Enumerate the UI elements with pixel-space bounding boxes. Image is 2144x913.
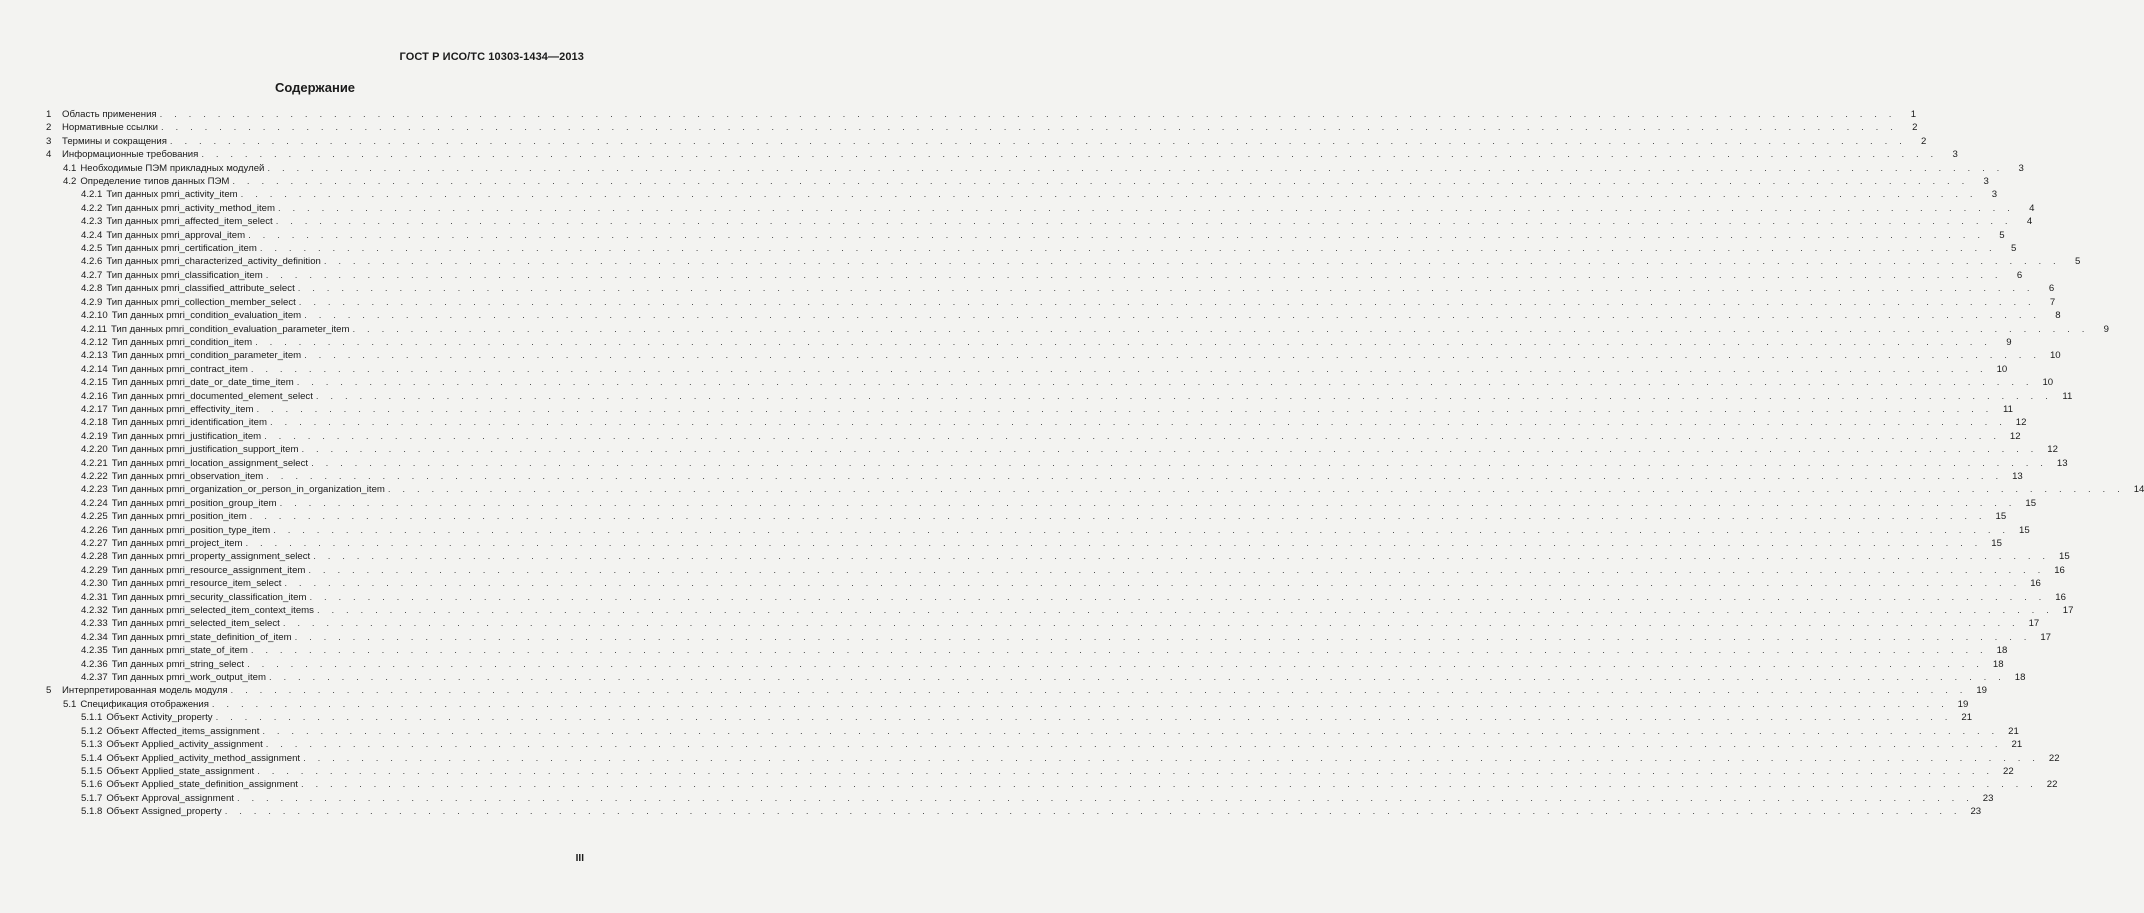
toc-entry-label: Тип данных pmri_security_classification_item	[111, 591, 307, 603]
toc-entry-page: 16	[2030, 578, 2041, 590]
toc-entry-number: 4.2.37	[81, 672, 108, 684]
dot-leader: . . . . . . . . . . . . . . . . . . . . . . . . . . . . . . . . . . . . . . . . . . . . . . . . . . . . . . . . . . . . . . . . . . . . . . . . . . . . . . . . . . . . . . . . . . . . . . . . . . . . . . . . . . . . . . . . . . . . . . . .	[301, 444, 2038, 456]
toc-entry-page: 11	[2002, 403, 2013, 415]
toc-entry-label: Необходимые ПЭМ прикладных модулей	[80, 162, 265, 174]
toc-entry-number: 4.2.19	[81, 430, 108, 442]
toc-entry-page: 23	[1982, 792, 1994, 804]
dot-leader: . . . . . . . . . . . . . . . . . . . . . . . . . . . . . . . . . . . . . . . . . . . . . . . . . . . . . . . . . . . . . . . . . . . . . . . . . . . . . . . . . . . . . . . . . . . . . . . . . . . . . . . . . . . . . . . . . . . . . . . .	[308, 564, 2045, 576]
toc-entry-number: 4.2.21	[81, 457, 108, 469]
toc-entry[interactable]	[46, 470, 2023, 483]
toc-entry-number: 4.2.16	[81, 390, 108, 402]
toc-entry-page: 18	[1996, 645, 2008, 657]
dot-leader: . . . . . . . . . . . . . . . . . . . . . . . . . . . . . . . . . . . . . . . . . . . . . . . . . . . . . . . . . . . . . . . . . . . . . . . . . . . . . . . . . . . . . . . . . . . . . . . . . . . . . . . . . . . . . . . . . . . . . . . .	[315, 390, 2053, 402]
toc-entry-number: 4.2.31	[81, 591, 108, 603]
toc-entry-label: Тип данных pmri_selected_item_context_items	[111, 605, 314, 617]
toc-entry-label: Тип данных pmri_documented_element_select	[111, 390, 313, 402]
dot-leader: . . . . . . . . . . . . . . . . . . . . . . . . . . . . . . . . . . . . . . . . . . . . . . . . . . . . . . . . . . . . . . . . . . . . . . . . . . . . . . . . . . . . . . . . . . . . . . . . . . . . . . . . . . . . . . . . . . . . . . . .	[387, 484, 2125, 496]
toc-entry-label: Тип данных pmri_selected_item_select	[111, 618, 280, 630]
toc-entry-number: 4.2.36	[81, 658, 108, 670]
toc-entry-number: 4.2.7	[81, 269, 103, 281]
dot-leader: . . . . . . . . . . . . . . . . . . . . . . . . . . . . . . . . . . . . . . . . . . . . . . . . . . . . . . . . . . . . . . . . . . . . . . . . . . . . . . . . . . . . . . . . . . . . . . . . . . . . . . . . . . . . . . . . . . . . . . . .	[316, 605, 2054, 617]
toc-entry-label: Тип данных pmri_effectivity_item	[111, 403, 254, 415]
toc-entry-number: 4.2.25	[81, 511, 108, 523]
toc-entry-page: 15	[2059, 551, 2070, 563]
toc-entry[interactable]	[46, 524, 2030, 537]
toc-entry-number: 4.2.26	[81, 524, 108, 536]
toc-entry-label: Тип данных pmri_state_of_item	[111, 645, 248, 657]
toc-entry-number: 4.2.23	[81, 484, 108, 496]
toc-entry-number: 5.1.2	[81, 725, 103, 737]
toc-entry-label: Тип данных pmri_condition_evaluation_item	[111, 310, 302, 322]
toc-entry-page: 10	[2049, 350, 2061, 362]
toc-entry-label: Тип данных pmri_certification_item	[106, 243, 257, 255]
toc-entry-label: Определение типов данных ПЭМ	[80, 176, 230, 188]
toc-entry[interactable]	[46, 778, 2058, 791]
toc-entry[interactable]	[46, 577, 2041, 590]
toc-entry[interactable]	[46, 537, 2002, 550]
dot-leader: . . . . . . . . . . . . . . . . . . . . . . . . . . . . . . . . . . . . . . . . . . . . . . . . . . . . . . . . . . . . . . . . . . . . . . . . . . . . . . . . . . . . . . . . . . . . . . . . . . . . . . . . . . . . . . . . . . . . . . . .	[352, 323, 2089, 335]
toc-entry-page: 21	[2008, 725, 2019, 737]
toc-entry-page: 9	[2006, 336, 2012, 348]
toc-entry[interactable]	[46, 121, 1918, 134]
toc-entry-number: 4.2	[63, 176, 77, 188]
toc-entry-page: 21	[2011, 739, 2023, 751]
toc-entry-label: Тип данных pmri_condition_item	[111, 336, 253, 348]
dot-leader: . . . . . . . . . . . . . . . . . . . . . . . . . . . . . . . . . . . . . . . . . . . . . . . . . . . . . . . . . . . . . . . . . . . . . . . . . . . . . . . . . . . . . . . . . . . . . . . . . . . . . . . . . . . . . . . . . . . . . . . .	[311, 457, 2048, 469]
toc-entry-number: 4.2.35	[81, 645, 108, 657]
dot-leader: . . . . . . . . . . . . . . . . . . . . . . . . . . . . . . . . . . . . . . . . . . . . . . . . . . . . . . . . . . . . . . . . . . . . . . . . . . . . . . . . . . . . . . . . . . . . . . . . . . . . . . . . . . . . . . . . . . . . . . . .	[215, 712, 1953, 724]
dot-leader: . . . . . . . . . . . . . . . . . . . . . . . . . . . . . . . . . . . . . . . . . . . . . . . . . . . . . . . . . . . . . . . . . . . . . . . . . . . . . . . . . . . . . . . . . . . . . . . . . . . . . . . . . . . . . . . . . . . . . . . .	[255, 336, 1992, 348]
toc-entry[interactable]	[46, 188, 1998, 201]
toc-entry-number: 4.2.32	[81, 605, 108, 617]
toc-entry[interactable]	[46, 108, 1917, 121]
toc-entry-page: 3	[1952, 149, 1958, 161]
toc-entry[interactable]	[46, 510, 2007, 523]
dot-leader: . . . . . . . . . . . . . . . . . . . . . . . . . . . . . . . . . . . . . . . . . . . . . . . . . . . . . . . . . . . . . . . . . . . . . . . . . . . . . . . . . . . . . . . . . . . . . . . . . . . . . . . . . . . . . . . . . . . . . . . .	[248, 229, 1985, 241]
dot-leader: . . . . . . . . . . . . . . . . . . . . . . . . . . . . . . . . . . . . . . . . . . . . . . . . . . . . . . . . . . . . . . . . . . . . . . . . . . . . . . . . . . . . . . . . . . . . . . . . . . . . . . . . . . . . . . . . . . . . . . . .	[273, 524, 2010, 536]
toc-entry-number: 4.2.9	[81, 296, 103, 308]
dot-leader: . . . . . . . . . . . . . . . . . . . . . . . . . . . . . . . . . . . . . . . . . . . . . . . . . . . . . . . . . . . . . . . . . . . . . . . . . . . . . . . . . . . . . . . . . . . . . . . . . . . . . . . . . . . . . . . . . . . . . . . .	[161, 122, 1898, 134]
toc-entry-label: Объект Affected_items_assignment	[106, 725, 260, 737]
page-title: Содержание	[274, 80, 356, 95]
toc-entry-label: Термины и сокращения	[62, 135, 167, 147]
toc-entry-number: 5	[46, 685, 52, 697]
toc-entry-page: 14	[2133, 484, 2144, 496]
toc-entry-number: 1	[46, 109, 52, 120]
dot-leader: . . . . . . . . . . . . . . . . . . . . . . . . . . . . . . . . . . . . . . . . . . . . . . . . . . . . . . . . . . . . . . . . . . . . . . . . . . . . . . . . . . . . . . . . . . . . . . . . . . . . . . . . . . . . . . . . . . . . . . . .	[224, 806, 1962, 818]
toc-entry-number: 4.2.18	[81, 417, 108, 429]
toc-entry-number: 4.2.13	[81, 350, 108, 362]
toc-entry-page: 9	[2103, 323, 2109, 335]
toc-entry-number: 4.2.3	[81, 216, 103, 228]
toc-entry-label: Тип данных pmri_identification_item	[111, 417, 268, 429]
toc-entry-page: 22	[2048, 752, 2060, 764]
toc-entry-number: 4.1	[63, 162, 77, 174]
toc-entry-label: Тип данных pmri_resource_item_select	[111, 578, 282, 590]
toc-entry[interactable]	[46, 376, 2054, 389]
toc-entry-number: 5.1.3	[81, 739, 103, 751]
toc-entry-page: 16	[2055, 591, 2066, 603]
toc-entry[interactable]	[46, 617, 2040, 630]
toc-entry-label: Тип данных pmri_date_or_date_time_item	[111, 377, 294, 389]
toc-entry-page: 10	[2042, 377, 2054, 389]
toc-entry-page: 4	[2029, 202, 2035, 214]
dot-leader: . . . . . . . . . . . . . . . . . . . . . . . . . . . . . . . . . . . . . . . . . . . . . . . . . . . . . . . . . . . . . . . . . . . . . . . . . . . . . . . . . . . . . . . . . . . . . . . . . . . . . . . . . . . . . . . . . . . . . . . .	[323, 256, 2061, 268]
dot-leader: . . . . . . . . . . . . . . . . . . . . . . . . . . . . . . . . . . . . . . . . . . . . . . . . . . . . . . . . . . . . . . . . . . . . . . . . . . . . . . . . . . . . . . . . . . . . . . . . . . . . . . . . . . . . . . . . . . . . . . . .	[294, 631, 2032, 643]
toc-entry-page: 2	[1921, 135, 1927, 147]
toc-entry[interactable]	[46, 497, 2037, 510]
toc-entry-label: Тип данных pmri_project_item	[111, 538, 243, 549]
dot-leader: . . . . . . . . . . . . . . . . . . . . . . . . . . . . . . . . . . . . . . . . . . . . . . . . . . . . . . . . . . . . . . . . . . . . . . . . . . . . . . . . . . . . . . . . . . . . . . . . . . . . . . . . . . . . . . . . . . . . . . . .	[159, 109, 1897, 120]
toc-entry-page: 21	[1961, 712, 1973, 724]
dot-leader: . . . . . . . . . . . . . . . . . . . . . . . . . . . . . . . . . . . . . . . . . . . . . . . . . . . . . . . . . . . . . . . . . . . . . . . . . . . . . . . . . . . . . . . . . . . . . . . . . . . . . . . . . . . . . . . . . . . . . . . .	[264, 430, 2001, 442]
dot-leader: . . . . . . . . . . . . . . . . . . . . . . . . . . . . . . . . . . . . . . . . . . . . . . . . . . . . . . . . . . . . . . . . . . . . . . . . . . . . . . . . . . . . . . . . . . . . . . . . . . . . . . . . . . . . . . . . . . . . . . . .	[282, 618, 2020, 630]
toc-entry-number: 4.2.20	[81, 444, 108, 456]
toc-entry-number: 4.2.10	[81, 310, 108, 322]
table-of-contents	[46, 108, 2144, 819]
toc-entry-number: 4.2.33	[81, 618, 108, 630]
toc-entry-label: Тип данных pmri_state_definition_of_item	[111, 631, 292, 643]
toc-entry-number: 4.2.4	[81, 229, 103, 241]
toc-entry-page: 5	[1999, 229, 2005, 241]
toc-entry-page: 15	[2025, 497, 2037, 509]
toc-entry-label: Тип данных pmri_location_assignment_select	[111, 457, 309, 469]
toc-entry-label: Тип данных pmri_position_type_item	[111, 524, 271, 536]
dot-leader: . . . . . . . . . . . . . . . . . . . . . . . . . . . . . . . . . . . . . . . . . . . . . . . . . . . . . . . . . . . . . . . . . . . . . . . . . . . . . . . . . . . . . . . . . . . . . . . . . . . . . . . . . . . . . . . . . . . . . . . .	[257, 765, 1994, 777]
toc-entry-label: Тип данных pmri_position_group_item	[111, 497, 277, 509]
dot-leader: . . . . . . . . . . . . . . . . . . . . . . . . . . . . . . . . . . . . . . . . . . . . . . . . . . . . . . . . . . . . . . . . . . . . . . . . . . . . . . . . . . . . . . . . . . . . . . . . . . . . . . . . . . . . . . . . . . . . . . . .	[304, 350, 2041, 362]
toc-entry-label: Объект Applied_activity_assignment	[106, 739, 263, 751]
dot-leader: . . . . . . . . . . . . . . . . . . . . . . . . . . . . . . . . . . . . . . . . . . . . . . . . . . . . . . . . . . . . . . . . . . . . . . . . . . . . . . . . . . . . . . . . . . . . . . . . . . . . . . . . . . . . . . . . . . . . . . . .	[232, 176, 1969, 188]
toc-entry-page: 12	[2015, 417, 2027, 429]
dot-leader: . . . . . . . . . . . . . . . . . . . . . . . . . . . . . . . . . . . . . . . . . . . . . . . . . . . . . . . . . . . . . . . . . . . . . . . . . . . . . . . . . . . . . . . . . . . . . . . . . . . . . . . . . . . . . . . . . . . . . . . .	[297, 283, 2035, 295]
dot-leader: . . . . . . . . . . . . . . . . . . . . . . . . . . . . . . . . . . . . . . . . . . . . . . . . . . . . . . . . . . . . . . . . . . . . . . . . . . . . . . . . . . . . . . . . . . . . . . . . . . . . . . . . . . . . . . . . . . . . . . . .	[245, 538, 1982, 549]
toc-entry-number: 4.2.15	[81, 377, 108, 389]
toc-entry-label: Тип данных pmri_condition_evaluation_parameter_item	[110, 323, 350, 335]
dot-leader: . . . . . . . . . . . . . . . . . . . . . . . . . . . . . . . . . . . . . . . . . . . . . . . . . . . . . . . . . . . . . . . . . . . . . . . . . . . . . . . . . . . . . . . . . . . . . . . . . . . . . . . . . . . . . . . . . . . . . . . .	[298, 296, 2036, 308]
toc-entry-page: 6	[2048, 283, 2055, 295]
dot-leader: . . . . . . . . . . . . . . . . . . . . . . . . . . . . . . . . . . . . . . . . . . . . . . . . . . . . . . . . . . . . . . . . . . . . . . . . . . . . . . . . . . . . . . . . . . . . . . . . . . . . . . . . . . . . . . . . . . . . . . . .	[303, 752, 2040, 764]
dot-leader: . . . . . . . . . . . . . . . . . . . . . . . . . . . . . . . . . . . . . . . . . . . . . . . . . . . . . . . . . . . . . . . . . . . . . . . . . . . . . . . . . . . . . . . . . . . . . . . . . . . . . . . . . . . . . . . . . . . . . . . .	[309, 591, 2046, 603]
toc-entry[interactable]	[46, 564, 2065, 577]
toc-entry[interactable]	[46, 711, 1973, 724]
dot-leader: . . . . . . . . . . . . . . . . . . . . . . . . . . . . . . . . . . . . . . . . . . . . . . . . . . . . . . . . . . . . . . . . . . . . . . . . . . . . . . . . . . . . . . . . . . . . . . . . . . . . . . . . . . . . . . . . . . . . . . . .	[313, 551, 2050, 563]
dot-leader: . . . . . . . . . . . . . . . . . . . . . . . . . . . . . . . . . . . . . . . . . . . . . . . . . . . . . . . . . . . . . . . . . . . . . . . . . . . . . . . . . . . . . . . . . . . . . . . . . . . . . . . . . . . . . . . . . . . . . . . .	[250, 645, 1988, 657]
toc-entry-page: 17	[2062, 605, 2074, 617]
toc-entry[interactable]	[46, 309, 2061, 322]
toc-entry-label: Тип данных pmri_collection_member_select	[106, 296, 296, 308]
toc-entry-label: Нормативные ссылки	[62, 122, 159, 134]
dot-leader: . . . . . . . . . . . . . . . . . . . . . . . . . . . . . . . . . . . . . . . . . . . . . . . . . . . . . . . . . . . . . . . . . . . . . . . . . . . . . . . . . . . . . . . . . . . . . . . . . . . . . . . . . . . . . . . . . . . . . . . .	[265, 269, 2003, 281]
toc-entry-label: Тип данных pmri_work_output_item	[111, 672, 266, 684]
dot-leader: . . . . . . . . . . . . . . . . . . . . . . . . . . . . . . . . . . . . . . . . . . . . . . . . . . . . . . . . . . . . . . . . . . . . . . . . . . . . . . . . . . . . . . . . . . . . . . . . . . . . . . . . . . . . . . . . . . . . . . . .	[266, 470, 2003, 482]
toc-entry-page: 6	[2016, 269, 2023, 281]
toc-entry-label: Тип данных pmri_justification_item	[111, 430, 262, 442]
dot-leader: . . . . . . . . . . . . . . . . . . . . . . . . . . . . . . . . . . . . . . . . . . . . . . . . . . . . . . . . . . . . . . . . . . . . . . . . . . . . . . . . . . . . . . . . . . . . . . . . . . . . . . . . . . . . . . . . . . . . . . . .	[230, 685, 1967, 697]
toc-entry-number: 5.1.6	[81, 779, 103, 791]
toc-entry-label: Тип данных pmri_justification_support_item	[111, 444, 299, 456]
toc-entry-page: 15	[1991, 538, 2002, 549]
toc-entry-label: Тип данных pmri_classified_attribute_select	[106, 283, 295, 295]
dot-leader: . . . . . . . . . . . . . . . . . . . . . . . . . . . . . . . . . . . . . . . . . . . . . . . . . . . . . . . . . . . . . . . . . . . . . . . . . . . . . . . . . . . . . . . . . . . . . . . . . . . . . . . . . . . . . . . . . . . . . . . .	[265, 739, 2003, 751]
toc-entry-page: 16	[2054, 564, 2065, 576]
toc-entry[interactable]	[46, 229, 2005, 242]
dot-leader: . . . . . . . . . . . . . . . . . . . . . . . . . . . . . . . . . . . . . . . . . . . . . . . . . . . . . . . . . . . . . . . . . . . . . . . . . . . . . . . . . . . . . . . . . . . . . . . . . . . . . . . . . . . . . . . . . . . . . . . .	[279, 497, 2017, 509]
toc-entry[interactable]	[46, 644, 2008, 657]
toc-entry-page: 3	[1983, 176, 1989, 188]
toc-entry-number: 4.2.11	[81, 323, 107, 335]
toc-entry[interactable]	[46, 242, 2017, 255]
toc-entry-number: 5.1.5	[81, 765, 103, 777]
dot-leader: . . . . . . . . . . . . . . . . . . . . . . . . . . . . . . . . . . . . . . . . . . . . . . . . . . . . . . . . . . . . . . . . . . . . . . . . . . . . . . . . . . . . . . . . . . . . . . . . . . . . . . . . . . . . . . . . . . . . . . . .	[250, 363, 1988, 375]
toc-entry-label: Тип данных pmri_condition_parameter_item	[111, 350, 302, 362]
toc-entry[interactable]	[46, 752, 2060, 765]
toc-entry-label: Тип данных pmri_activity_item	[106, 189, 238, 201]
toc-entry-page: 8	[2055, 310, 2061, 322]
toc-entry-number: 4.2.27	[81, 538, 108, 549]
toc-entry-number: 4.2.22	[81, 470, 108, 482]
toc-entry-page: 12	[2009, 430, 2021, 442]
dot-leader: . . . . . . . . . . . . . . . . . . . . . . . . . . . . . . . . . . . . . . . . . . . . . . . . . . . . . . . . . . . . . . . . . . . . . . . . . . . . . . . . . . . . . . . . . . . . . . . . . . . . . . . . . . . . . . . . . . . . . . . .	[296, 377, 2034, 389]
toc-entry-label: Объект Activity_property	[106, 712, 213, 724]
dot-leader: . . . . . . . . . . . . . . . . . . . . . . . . . . . . . . . . . . . . . . . . . . . . . . . . . . . . . . . . . . . . . . . . . . . . . . . . . . . . . . . . . . . . . . . . . . . . . . . . . . . . . . . . . . . . . . . . . . . . . . . .	[270, 417, 2007, 429]
toc-entry[interactable]	[46, 296, 2056, 309]
toc-entry-page: 19	[1976, 685, 1987, 697]
dot-leader: . . . . . . . . . . . . . . . . . . . . . . . . . . . . . . . . . . . . . . . . . . . . . . . . . . . . . . . . . . . . . . . . . . . . . . . . . . . . . . . . . . . . . . . . . . . . . . . . . . . . . . . . . . . . . . . . . . . . . . . .	[304, 310, 2041, 322]
toc-entry-label: Спецификация отображения	[80, 698, 209, 710]
toc-entry[interactable]	[46, 550, 2070, 563]
toc-entry[interactable]	[46, 255, 2081, 268]
toc-entry[interactable]	[46, 443, 2058, 456]
toc-entry-number: 4.2.29	[81, 564, 108, 576]
toc-entry-number: 5.1.4	[81, 752, 103, 764]
toc-entry-label: Тип данных pmri_characterized_activity_definition	[106, 256, 321, 268]
toc-entry-page: 3	[2018, 162, 2024, 174]
toc-entry-number: 4.2.17	[81, 403, 108, 415]
toc-entry-number: 4.2.24	[81, 497, 108, 509]
toc-entry-label: Объект Assigned_property	[106, 806, 222, 818]
toc-entry-page: 12	[2047, 444, 2058, 456]
toc-entry[interactable]	[46, 349, 2061, 362]
toc-entry-page: 23	[1970, 806, 1982, 818]
toc-entry-page: 15	[1995, 511, 2007, 523]
toc-entry-page: 13	[2056, 457, 2068, 469]
toc-entry-label: Тип данных pmri_property_assignment_select	[111, 551, 311, 563]
dot-leader: . . . . . . . . . . . . . . . . . . . . . . . . . . . . . . . . . . . . . . . . . . . . . . . . . . . . . . . . . . . . . . . . . . . . . . . . . . . . . . . . . . . . . . . . . . . . . . . . . . . . . . . . . . . . . . . . . . . . . . . .	[201, 149, 1938, 161]
toc-entry[interactable]	[46, 805, 1982, 818]
toc-entry-number: 4.2.2	[81, 202, 103, 214]
toc-entry-number: 4.2.34	[81, 631, 108, 643]
toc-entry[interactable]	[46, 336, 2012, 349]
toc-entry-page: 4	[2026, 216, 2033, 228]
toc-entry[interactable]	[46, 390, 2073, 403]
dot-leader: . . . . . . . . . . . . . . . . . . . . . . . . . . . . . . . . . . . . . . . . . . . . . . . . . . . . . . . . . . . . . . . . . . . . . . . . . . . . . . . . . . . . . . . . . . . . . . . . . . . . . . . . . . . . . . . . . . . . . . . .	[240, 189, 1978, 201]
dot-leader: . . . . . . . . . . . . . . . . . . . . . . . . . . . . . . . . . . . . . . . . . . . . . . . . . . . . . . . . . . . . . . . . . . . . . . . . . . . . . . . . . . . . . . . . . . . . . . . . . . . . . . . . . . . . . . . . . . . . . . . .	[169, 135, 1907, 147]
toc-entry-page: 3	[1991, 189, 1998, 201]
toc-entry-page: 22	[2046, 779, 2058, 791]
dot-leader: . . . . . . . . . . . . . . . . . . . . . . . . . . . . . . . . . . . . . . . . . . . . . . . . . . . . . . . . . . . . . . . . . . . . . . . . . . . . . . . . . . . . . . . . . . . . . . . . . . . . . . . . . . . . . . . . . . . . . . . .	[262, 725, 1999, 737]
toc-entry[interactable]	[46, 269, 2023, 282]
toc-entry-number: 5.1.8	[81, 806, 103, 818]
toc-entry-page: 13	[2012, 470, 2023, 482]
toc-entry-page: 5	[2010, 243, 2017, 255]
toc-entry[interactable]	[46, 430, 2021, 443]
toc-entry-page: 18	[2014, 672, 2026, 684]
toc-entry[interactable]	[46, 591, 2066, 604]
toc-entry[interactable]	[46, 684, 1987, 697]
toc-entry-page: 18	[1992, 658, 2004, 670]
toc-entry[interactable]	[46, 738, 2023, 751]
toc-entry-label: Тип данных pmri_classification_item	[106, 269, 263, 281]
toc-entry-number: 3	[46, 135, 52, 147]
toc-entry-number: 4.2.12	[81, 336, 108, 348]
dot-leader: . . . . . . . . . . . . . . . . . . . . . . . . . . . . . . . . . . . . . . . . . . . . . . . . . . . . . . . . . . . . . . . . . . . . . . . . . . . . . . . . . . . . . . . . . . . . . . . . . . . . . . . . . . . . . . . . . . . . . . . .	[278, 202, 2015, 214]
toc-entry[interactable]	[46, 698, 1969, 711]
toc-entry[interactable]	[46, 323, 2109, 336]
toc-entry[interactable]	[46, 148, 1958, 161]
toc-entry[interactable]	[46, 135, 1927, 148]
toc-entry[interactable]	[46, 792, 1994, 805]
toc-entry[interactable]	[46, 215, 2033, 228]
toc-entry-page: 2	[1912, 122, 1918, 134]
dot-leader: . . . . . . . . . . . . . . . . . . . . . . . . . . . . . . . . . . . . . . . . . . . . . . . . . . . . . . . . . . . . . . . . . . . . . . . . . . . . . . . . . . . . . . . . . . . . . . . . . . . . . . . . . . . . . . . . . . . . . . . .	[256, 403, 1993, 415]
dot-leader: . . . . . . . . . . . . . . . . . . . . . . . . . . . . . . . . . . . . . . . . . . . . . . . . . . . . . . . . . . . . . . . . . . . . . . . . . . . . . . . . . . . . . . . . . . . . . . . . . . . . . . . . . . . . . . . . . . . . . . . .	[284, 578, 2021, 590]
toc-entry-label: Тип данных pmri_activity_method_item	[106, 202, 275, 214]
dot-leader: . . . . . . . . . . . . . . . . . . . . . . . . . . . . . . . . . . . . . . . . . . . . . . . . . . . . . . . . . . . . . . . . . . . . . . . . . . . . . . . . . . . . . . . . . . . . . . . . . . . . . . . . . . . . . . . . . . . . . . . .	[249, 511, 1987, 523]
toc-entry-number: 4.2.8	[81, 283, 103, 295]
toc-entry[interactable]	[46, 162, 2024, 175]
toc-entry[interactable]	[46, 631, 2052, 644]
toc-entry-page: 10	[1996, 363, 2008, 375]
toc-entry-number: 4.2.6	[81, 256, 103, 268]
toc-entry-label: Тип данных pmri_observation_item	[111, 470, 264, 482]
toc-entry-label: Тип данных pmri_affected_item_select	[106, 216, 273, 228]
toc-entry[interactable]	[46, 483, 2144, 496]
toc-entry[interactable]	[46, 403, 2013, 416]
toc-entry-label: Тип данных pmri_resource_assignment_item	[111, 564, 306, 576]
page-number: III	[575, 853, 584, 864]
toc-entry-page: 17	[2040, 631, 2052, 643]
toc-entry[interactable]	[46, 202, 2035, 215]
dot-leader: . . . . . . . . . . . . . . . . . . . . . . . . . . . . . . . . . . . . . . . . . . . . . . . . . . . . . . . . . . . . . . . . . . . . . . . . . . . . . . . . . . . . . . . . . . . . . . . . . . . . . . . . . . . . . . . . . . . . . . . .	[236, 792, 1974, 804]
toc-entry-number: 5.1	[63, 698, 77, 710]
toc-entry-label: Тип данных pmri_organization_or_person_in_organization_item	[111, 484, 385, 496]
toc-entry[interactable]	[46, 457, 2068, 470]
toc-entry-page: 7	[2049, 296, 2056, 308]
dot-leader: . . . . . . . . . . . . . . . . . . . . . . . . . . . . . . . . . . . . . . . . . . . . . . . . . . . . . . . . . . . . . . . . . . . . . . . . . . . . . . . . . . . . . . . . . . . . . . . . . . . . . . . . . . . . . . . . . . . . . . . .	[259, 243, 1997, 255]
dot-leader: . . . . . . . . . . . . . . . . . . . . . . . . . . . . . . . . . . . . . . . . . . . . . . . . . . . . . . . . . . . . . . . . . . . . . . . . . . . . . . . . . . . . . . . . . . . . . . . . . . . . . . . . . . . . . . . . . . . . . . . .	[275, 216, 2013, 228]
toc-entry[interactable]	[46, 416, 2027, 429]
toc-entry-label: Тип данных pmri_position_item	[111, 511, 247, 523]
toc-entry-page: 11	[2062, 390, 2073, 402]
dot-leader: . . . . . . . . . . . . . . . . . . . . . . . . . . . . . . . . . . . . . . . . . . . . . . . . . . . . . . . . . . . . . . . . . . . . . . . . . . . . . . . . . . . . . . . . . . . . . . . . . . . . . . . . . . . . . . . . . . . . . . . .	[247, 658, 1984, 670]
toc-entry-page: 1	[1910, 109, 1917, 120]
toc-entry-number: 5.1.7	[81, 792, 103, 804]
dot-leader: . . . . . . . . . . . . . . . . . . . . . . . . . . . . . . . . . . . . . . . . . . . . . . . . . . . . . . . . . . . . . . . . . . . . . . . . . . . . . . . . . . . . . . . . . . . . . . . . . . . . . . . . . . . . . . . . . . . . . . . .	[211, 698, 1949, 710]
toc-entry-label: Объект Applied_activity_method_assignment	[106, 752, 301, 764]
toc-entry-label: Тип данных pmri_string_select	[111, 658, 245, 670]
toc-entry-number: 4	[46, 149, 52, 161]
toc-entry-number: 4.2.5	[81, 243, 103, 255]
toc-entry[interactable]	[46, 604, 2074, 617]
standard-header: ГОСТ Р ИСО/ТС 10303-1434—2013	[399, 51, 584, 63]
toc-entry-label: Объект Applied_state_assignment	[106, 765, 255, 777]
toc-entry-label: Информационные требования	[62, 149, 199, 161]
toc-entry-page: 17	[2028, 618, 2040, 630]
dot-leader: . . . . . . . . . . . . . . . . . . . . . . . . . . . . . . . . . . . . . . . . . . . . . . . . . . . . . . . . . . . . . . . . . . . . . . . . . . . . . . . . . . . . . . . . . . . . . . . . . . . . . . . . . . . . . . . . . . . . . . . .	[268, 672, 2006, 684]
toc-entry[interactable]	[46, 671, 2026, 684]
toc-entry[interactable]	[46, 282, 2055, 295]
toc-entry[interactable]	[46, 175, 1989, 188]
toc-entry-label: Объект Approval_assignment	[106, 792, 234, 804]
toc-entry-page: 22	[2003, 765, 2014, 777]
toc-entry[interactable]	[46, 725, 2019, 738]
toc-entry-label: Тип данных pmri_contract_item	[111, 363, 248, 375]
toc-entry[interactable]	[46, 765, 2014, 778]
dot-leader: . . . . . . . . . . . . . . . . . . . . . . . . . . . . . . . . . . . . . . . . . . . . . . . . . . . . . . . . . . . . . . . . . . . . . . . . . . . . . . . . . . . . . . . . . . . . . . . . . . . . . . . . . . . . . . . . . . . . . . . .	[267, 162, 2004, 174]
toc-entry[interactable]	[46, 658, 2004, 671]
toc-entry[interactable]	[46, 363, 2008, 376]
toc-entry-number: 4.2.1	[81, 189, 103, 201]
dot-leader: . . . . . . . . . . . . . . . . . . . . . . . . . . . . . . . . . . . . . . . . . . . . . . . . . . . . . . . . . . . . . . . . . . . . . . . . . . . . . . . . . . . . . . . . . . . . . . . . . . . . . . . . . . . . . . . . . . . . . . . .	[300, 779, 2038, 791]
toc-entry-label: Объект Applied_state_definition_assignment	[106, 779, 298, 791]
toc-entry-label: Область применения	[62, 109, 157, 120]
toc-entry-number: 5.1.1	[81, 712, 103, 724]
toc-entry-label: Тип данных pmri_approval_item	[106, 229, 246, 241]
toc-entry-number: 2	[46, 122, 52, 134]
toc-entry-label: Интерпретированная модель модуля	[62, 685, 228, 697]
toc-entry-page: 15	[2019, 524, 2030, 536]
toc-entry-page: 5	[2074, 256, 2081, 268]
toc-entry-number: 4.2.14	[81, 363, 108, 375]
toc-entry-number: 4.2.28	[81, 551, 108, 563]
toc-entry-number: 4.2.30	[81, 578, 108, 590]
toc-entry-page: 19	[1957, 698, 1969, 710]
